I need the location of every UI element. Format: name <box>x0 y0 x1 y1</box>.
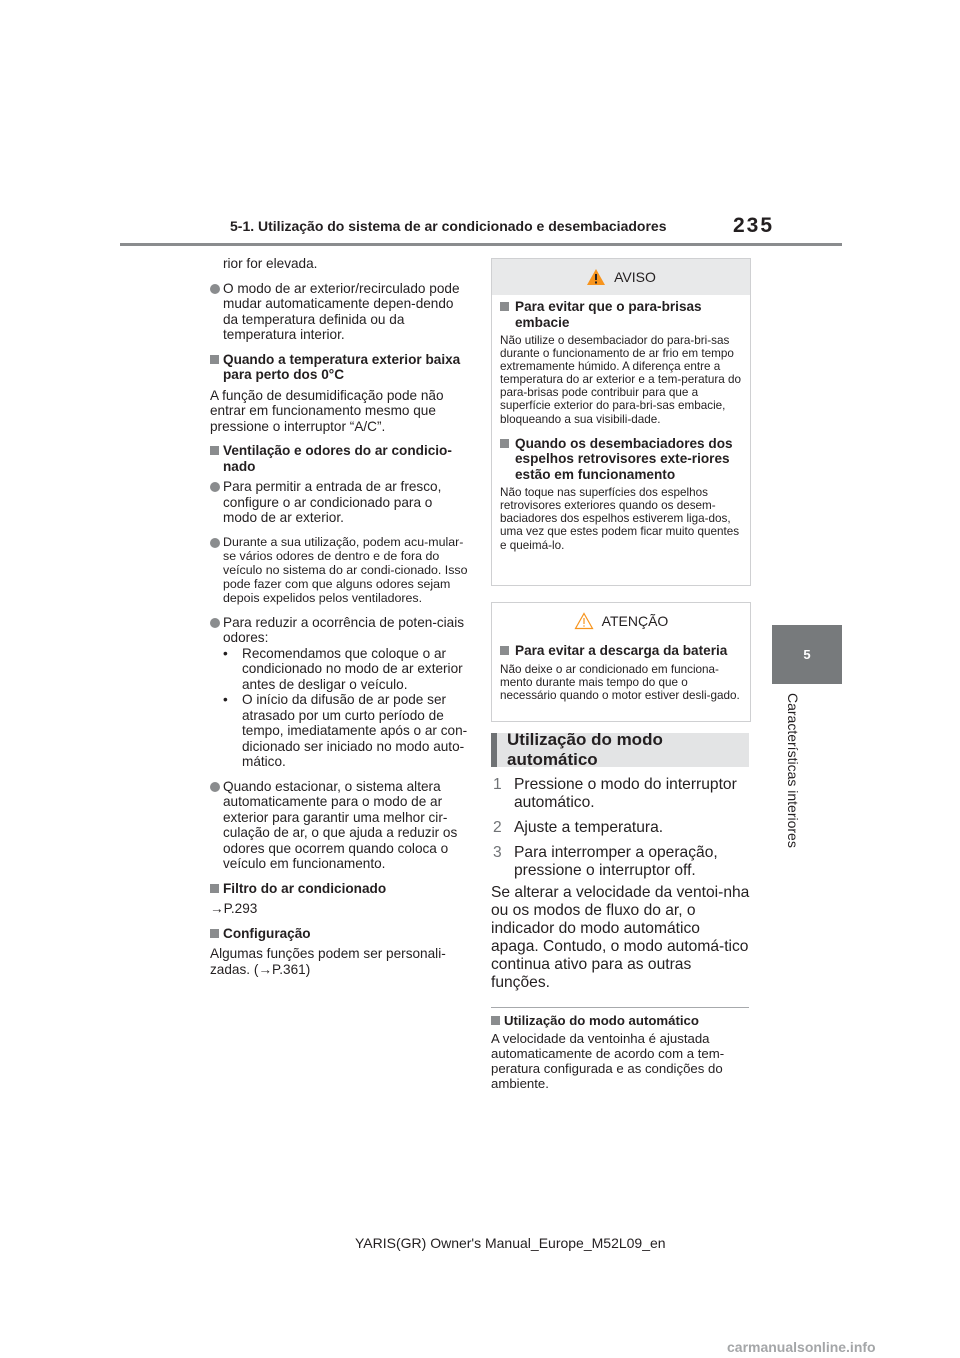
warning-text: Não toque nas superfícies dos espelhos retrovisores exteriores quando os desem-baciadores dos espelhos estiverem liga-dos, uma vez que estes podem ficar muito quentes e queimá-lo. <box>500 486 740 552</box>
caution-triangle-icon <box>574 612 594 630</box>
sub-item: • O início da difusão de ar pode ser atrasado por um curto período de tempo, imediatamente após o ar con-dicionado ser iniciado no modo auto-mático. <box>223 692 468 770</box>
bullet-item: Durante a sua utilização, podem acu-mular-se vários odores de dentro e de fora do veículo no sistema do ar condi-cionado. Isso pode fazer com que alguns odores sejam depois expelidos pelos ventiladores. <box>210 535 468 606</box>
warning-text: Não utilize o desembaciador do para-bri-sas durante o funcionamento de ar frio em tempo extremamente húmido. A diferença entre a temperatura do ar exterior e a tem-peratura do para-brisas pode contribuir para que a superfície exterior do para-bri-sas embacie, bloqueando a sua visibili-dade. <box>500 334 742 426</box>
left-column <box>210 256 468 986</box>
bullet-item: Quando estacionar, o sistema altera automaticamente para o modo de ar exterior para garantir uma melhor cir-culação de ar, o que ajuda a reduzir os odores que ocorrem quando coloca o veículo em funcionamento. <box>210 779 468 872</box>
continuation-text: rior for elevada. <box>223 256 318 271</box>
paragraph: Se alterar a velocidade da ventoi-nha ou os modos de fluxo do ar, o indicador do modo automático apaga. Contudo, o modo automá-tico continua ativo para as outras funções. <box>491 884 750 991</box>
note-text: A velocidade da ventoinha é ajustada automaticamente de acordo com a tem-peratura configurada e as condições do ambiente. <box>491 1031 725 1091</box>
step-item <box>491 819 751 837</box>
caution-heading: Para evitar a descarga da bateria <box>500 643 742 659</box>
section-heading: Configuração <box>210 926 468 942</box>
square-bullet-icon <box>500 302 509 311</box>
chapter-label-text: Características interiores <box>785 693 801 848</box>
square-bullet-icon <box>500 646 509 655</box>
warning-box <box>491 258 751 586</box>
square-bullet-icon <box>210 446 219 455</box>
bullet-dot-icon <box>210 482 220 492</box>
note-section <box>491 1013 751 1091</box>
section-heading: Ventilação e odores do ar condicio-nado <box>210 443 468 474</box>
paragraph: Algumas funções podem ser personali-zadas. (→P.361) <box>210 946 446 977</box>
bullet-item: Para permitir a entrada de ar fresco, configure o ar condicionado para o modo de ar exterior. <box>210 479 468 526</box>
bullet-item: O modo de ar exterior/recirculado pode mudar automaticamente depen-dendo da temperatura definida ou da temperatura interior. <box>210 281 468 343</box>
section-heading: Quando a temperatura exterior baixa para perto dos 0°C <box>210 352 468 383</box>
caution-box-header <box>492 603 750 639</box>
step-number: 2 <box>493 819 502 836</box>
header-title: 5-1. Utilização do sistema de ar condicionado e desembaciadores <box>230 218 667 234</box>
square-bullet-icon <box>210 884 219 893</box>
caution-box <box>491 602 751 722</box>
bullet-dot-icon <box>210 782 220 792</box>
divider <box>491 1007 749 1008</box>
step-text: Para interromper a operação, pressione o interruptor off. <box>514 844 718 879</box>
bullet-dot-icon <box>210 618 220 628</box>
page-reference-link[interactable]: →P.293 <box>210 901 258 917</box>
square-bullet-icon <box>491 1016 500 1025</box>
caution-text: Não deixe o ar condicionado em funciona-mento durante mais tempo do que o necessário quando o motor estiver desli-gado. <box>500 662 740 702</box>
section-title: Utilização do modo automático <box>491 733 749 767</box>
bullet-dot-icon <box>210 538 220 548</box>
square-bullet-icon <box>500 439 509 448</box>
steps-list <box>491 776 751 887</box>
step-item <box>491 844 751 880</box>
chapter-label <box>773 693 813 873</box>
chapter-tab: 5 <box>772 625 842 684</box>
step-text: Pressione o modo do interruptor automático. <box>514 776 737 811</box>
step-item <box>491 776 751 812</box>
step-number: 1 <box>493 776 502 793</box>
section-heading: Filtro do ar condicionado <box>210 881 468 897</box>
square-bullet-icon <box>210 355 219 364</box>
section-heading: Utilização do modo automático <box>491 1013 751 1028</box>
sub-item: • Recomendamos que coloque o ar condicionado no modo de ar exterior antes de desligar o veículo. <box>223 645 463 692</box>
warning-heading: Para evitar que o para-brisas embacie <box>500 299 742 330</box>
step-text: Ajuste a temperatura. <box>514 819 664 836</box>
footer-text: YARIS(GR) Owner's Manual_Europe_M52L09_en <box>355 1235 666 1251</box>
page-number: 235 <box>733 214 775 237</box>
warning-heading: Quando os desembaciadores dos espelhos retrovisores exte-riores estão em funcionamento <box>500 436 742 483</box>
warning-box-header <box>492 259 750 295</box>
square-bullet-icon <box>210 929 219 938</box>
watermark: carmanualsonline.info <box>727 1339 876 1355</box>
step-number: 3 <box>493 844 502 861</box>
warning-triangle-icon <box>586 268 606 286</box>
bullet-item: Para reduzir a ocorrência de poten-ciais odores: • Recomendamos que coloque o ar condicionado no modo de ar exterior antes de desligar o veículo. • O início da difusão de ar pode ser atrasado por um curto período de tempo, imediatamente após o ar con-dicionado ser iniciado no modo auto-mático. <box>210 615 468 770</box>
paragraph: A função de desumidificação pode não entrar em funcionamento mesmo que pressione o interruptor “A/C”. <box>210 387 444 434</box>
caution-box-title: ATENÇÃO <box>601 613 669 629</box>
warning-box-title: AVISO <box>614 269 656 285</box>
header-rule <box>120 243 842 246</box>
bullet-dot-icon <box>210 284 220 294</box>
